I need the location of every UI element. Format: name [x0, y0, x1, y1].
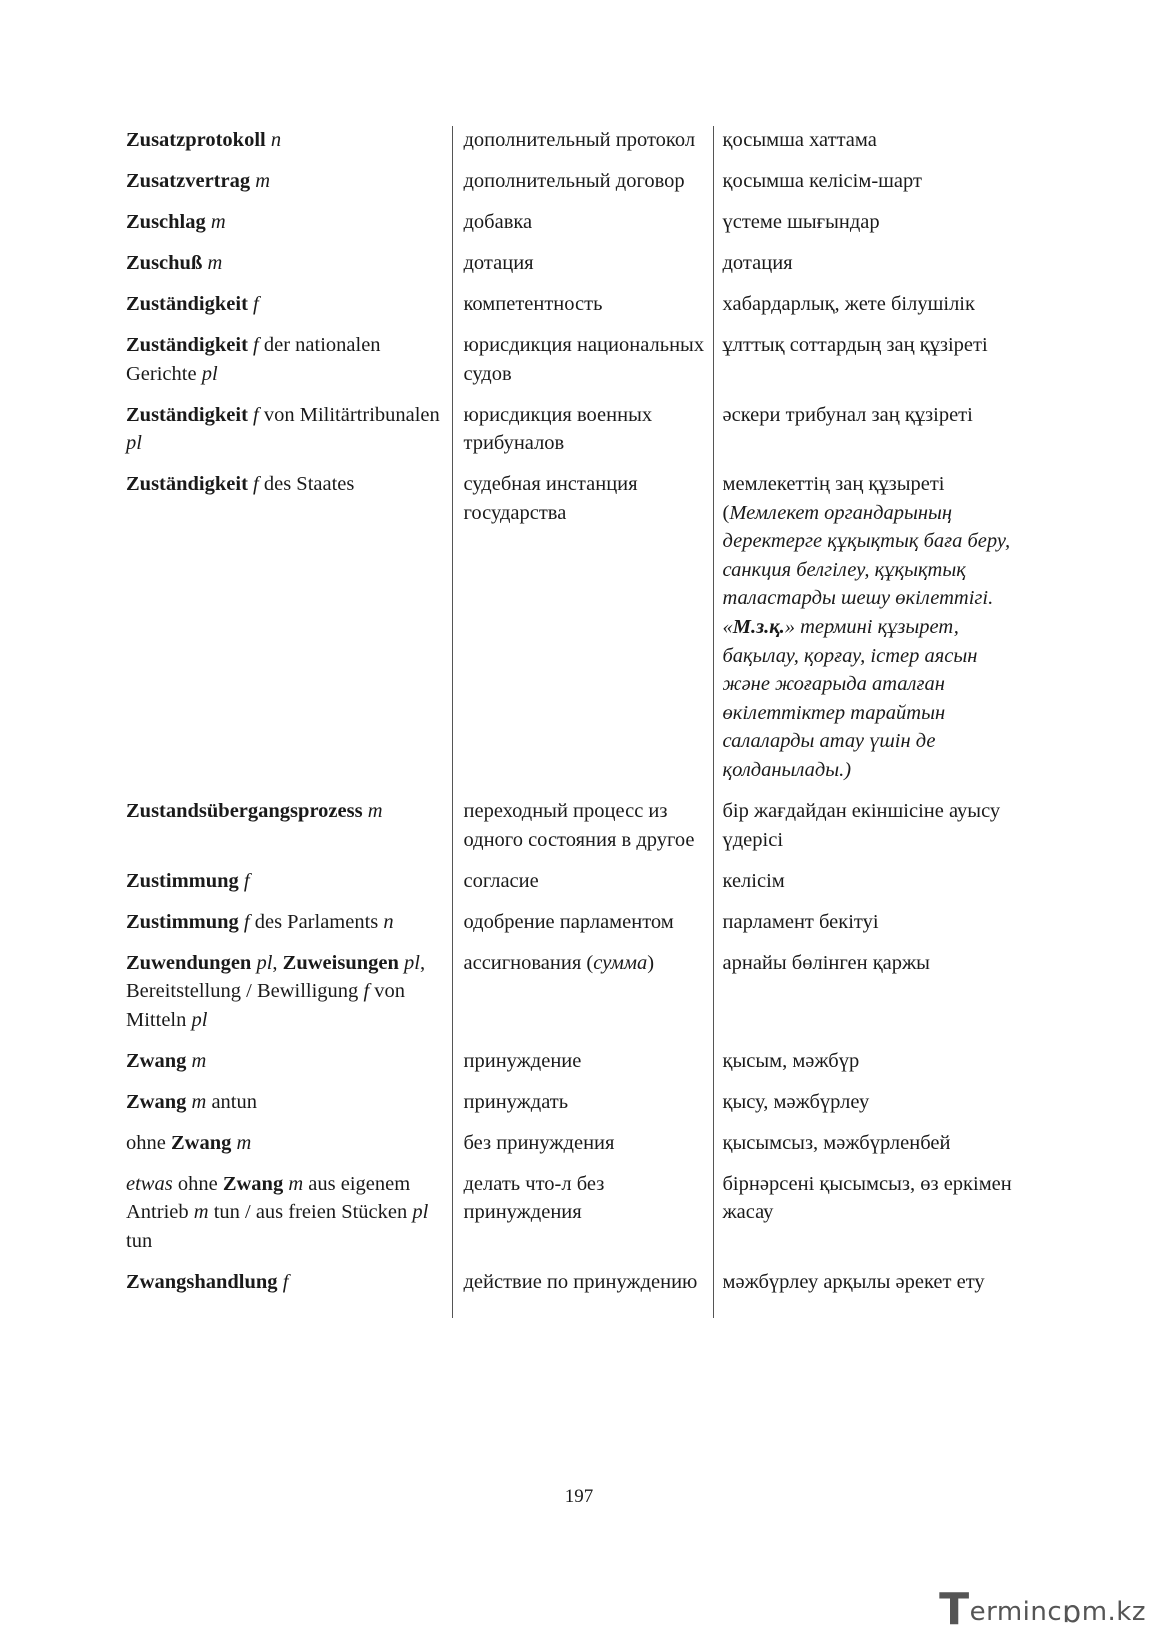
kazakh-translation — [713, 908, 1016, 949]
dictionary-table — [126, 126, 1016, 1318]
kazakh-translation — [713, 867, 1016, 908]
german-term — [126, 797, 452, 867]
kazakh-translation — [713, 1088, 1016, 1129]
russian-translation-text: переходный процесс из одного состояния в другое — [463, 800, 695, 851]
german-term-text: f — [363, 980, 370, 1003]
german-term-text: Zwang — [222, 1172, 284, 1195]
russian-translation-text: делать что-л без принуждения — [463, 1172, 605, 1224]
russian-translation-text: ) — [647, 951, 655, 974]
dictionary-row — [126, 1170, 1016, 1268]
kazakh-translation-text: қысымсыз, мәжбүрленбей — [722, 1131, 951, 1154]
german-term-text: n — [383, 910, 394, 933]
kazakh-translation-text: келісім — [722, 869, 785, 892]
russian-translation — [452, 1047, 713, 1088]
russian-translation-text: добавка — [463, 210, 533, 233]
kazakh-translation — [713, 1047, 1016, 1088]
dictionary-row — [126, 1129, 1016, 1170]
german-term-text: ohne — [126, 1131, 171, 1154]
kazakh-translation-text: мемлекеттің заң құзыреті ( — [722, 473, 945, 524]
kazakh-translation-text: қосымша хаттама — [722, 129, 877, 151]
german-term-text: Zustandsübergangsprozess — [126, 800, 363, 822]
russian-translation-text: сумма — [593, 951, 648, 974]
russian-translation — [452, 1129, 713, 1170]
german-term-text: pl — [201, 362, 218, 385]
kazakh-translation-text: ұлттық соттардың заң құзіреті — [722, 333, 988, 356]
german-term-text: Zuständigkeit — [126, 473, 248, 496]
kazakh-translation-text: арнайы бөлінген қаржы — [722, 951, 930, 974]
german-term — [126, 1129, 452, 1170]
russian-translation — [452, 1268, 713, 1319]
dictionary-row — [126, 1088, 1016, 1129]
russian-translation — [452, 167, 713, 208]
kazakh-translation-text: қосымша келісім-шарт — [722, 169, 922, 192]
german-term-text: m — [210, 210, 226, 233]
german-term-text: m — [236, 1131, 252, 1154]
kazakh-translation-text: дотация — [722, 251, 793, 274]
kazakh-translation-text: бірнәрсені қысымсыз, өз еркімен жасау — [722, 1172, 1012, 1224]
russian-translation-text: дополнительный протокол — [463, 129, 696, 151]
russian-translation — [452, 797, 713, 867]
german-term — [126, 867, 452, 908]
kazakh-translation — [713, 249, 1016, 290]
german-term-text: Zuständigkeit — [126, 292, 248, 315]
german-term — [126, 401, 452, 471]
kazakh-translation-text: Мемлекет органдарының деректерге құқықтық баға беру, санкция белгілеу, құқықтық таластарды шешу өкілеттігі. « — [722, 501, 1011, 639]
german-term-text: Zwangshandlung — [126, 1270, 278, 1293]
german-term-text: etwas — [126, 1172, 173, 1195]
page-number: 197 — [564, 1486, 594, 1507]
german-term-text: Zusatzvertrag — [126, 169, 251, 192]
german-term-text: f — [253, 292, 259, 315]
german-term-text: tun / aus freien Stücken — [208, 1201, 413, 1224]
german-term — [126, 249, 452, 290]
russian-translation-text: дотация — [463, 251, 534, 274]
dictionary-row — [126, 208, 1016, 249]
kazakh-translation — [713, 208, 1016, 249]
russian-translation — [452, 208, 713, 249]
german-term-text: Zuschlag — [126, 210, 206, 233]
magnifier-icon: ɒ — [1062, 1595, 1082, 1630]
german-term — [126, 167, 452, 208]
kazakh-translation-text: хабардарлық, жете білушілік — [722, 292, 975, 315]
german-term-text: f — [243, 869, 250, 892]
german-term-text: von Mitteln — [126, 980, 406, 1031]
kazakh-translation — [713, 1129, 1016, 1170]
german-term — [126, 908, 452, 949]
dictionary-row — [126, 908, 1016, 949]
kazakh-translation — [713, 1268, 1016, 1319]
russian-translation-text: без принуждения — [463, 1131, 615, 1154]
kazakh-translation-text: қысым, мәжбүр — [722, 1049, 860, 1072]
kazakh-translation-text: үстеме шығындар — [722, 210, 880, 233]
russian-translation-text: компетентность — [463, 292, 603, 315]
german-term-text: ohne — [172, 1172, 223, 1195]
dictionary-row — [126, 949, 1016, 1047]
german-term-text: pl — [256, 951, 273, 974]
german-term-text: des Parlaments — [249, 910, 384, 933]
russian-translation-text: принуждать — [463, 1090, 569, 1113]
german-term-text: m — [367, 800, 383, 822]
russian-translation — [452, 126, 713, 167]
dictionary-row — [126, 167, 1016, 208]
german-term-text: n — [270, 129, 282, 151]
german-term-text: tun — [126, 1229, 153, 1252]
dictionary-body — [126, 126, 1016, 1318]
russian-translation — [452, 249, 713, 290]
russian-translation-text: согласие — [463, 869, 539, 892]
dictionary-row — [126, 1047, 1016, 1088]
german-term-text: Zwang — [126, 1090, 187, 1113]
kazakh-translation — [713, 401, 1016, 471]
russian-translation — [452, 290, 713, 331]
kazakh-translation — [713, 167, 1016, 208]
kazakh-translation-text: М.з.қ. — [732, 616, 785, 639]
german-term-text: f — [253, 403, 259, 426]
kazakh-translation — [713, 290, 1016, 331]
kazakh-translation-text: бір жағдайдан екіншісіне ауысу үдерісі — [722, 800, 1001, 851]
german-term-text: der nationalen Gerichte — [126, 333, 381, 385]
russian-translation — [452, 470, 713, 797]
kazakh-translation-text: әскери трибунал заң құзіреті — [722, 403, 973, 426]
russian-translation-text: дополнительный договор — [463, 169, 685, 192]
german-term — [126, 1170, 452, 1268]
dictionary-row — [126, 126, 1016, 167]
kazakh-translation — [713, 1170, 1016, 1268]
russian-translation — [452, 908, 713, 949]
russian-translation — [452, 1088, 713, 1129]
german-term-text: Zuschuß — [126, 251, 203, 274]
german-term-text: f — [243, 910, 250, 933]
dictionary-row — [126, 290, 1016, 331]
kazakh-translation — [713, 470, 1016, 797]
german-term — [126, 1088, 452, 1129]
dictionary-row — [126, 401, 1016, 471]
dictionary-row — [126, 867, 1016, 908]
german-term-text: des Staates — [258, 473, 355, 496]
german-term-text: f — [253, 473, 259, 496]
kazakh-translation — [713, 331, 1016, 401]
german-term-text: pl — [126, 432, 142, 455]
german-term — [126, 208, 452, 249]
german-term-text: Zuständigkeit — [126, 333, 248, 356]
german-term-text: von Militärtribunalen — [258, 403, 440, 426]
russian-translation-text: судебная инстанция государства — [463, 473, 638, 524]
russian-translation-text: юрисдикция национальных судов — [463, 333, 705, 385]
german-term-text: m — [193, 1201, 209, 1224]
german-term-text: Zuständigkeit — [126, 403, 248, 426]
german-term-text: Zustimmung — [126, 910, 239, 933]
german-term — [126, 290, 452, 331]
german-term-text: Zusatzprotokoll — [126, 129, 266, 151]
german-term-text: m — [255, 169, 271, 192]
dictionary-row — [126, 249, 1016, 290]
german-term — [126, 949, 452, 1047]
kazakh-translation-text: » термині құзырет, бақылау, қорғау, істер аясын және жоғарыда аталған өкілеттіктер тарайтын салаларды атау үшін де қолданылады.) — [722, 616, 978, 782]
german-term-text: Zustimmung — [126, 869, 239, 892]
russian-translation — [452, 331, 713, 401]
german-term-text: , — [272, 951, 283, 974]
german-term — [126, 1268, 452, 1319]
german-term-text: f — [282, 1270, 289, 1293]
german-term — [126, 126, 452, 167]
german-term-text: Zwang — [170, 1131, 232, 1154]
russian-translation-text: одобрение парламентом — [463, 910, 674, 933]
russian-translation-text: юрисдикция военных трибуналов — [463, 403, 653, 455]
russian-translation-text: действие по принуждению — [463, 1270, 698, 1293]
kazakh-translation — [713, 126, 1016, 167]
german-term-text: Zuweisungen — [282, 951, 399, 974]
dictionary-row — [126, 470, 1016, 797]
dictionary-row — [126, 1268, 1016, 1319]
german-term-text: aus eigenem Antrieb — [126, 1172, 411, 1224]
german-term-text: antun — [206, 1090, 257, 1113]
russian-translation-text: принуждение — [463, 1049, 582, 1072]
german-term — [126, 331, 452, 401]
german-term-text: Zuwendungen — [126, 951, 252, 974]
kazakh-translation-text: мәжбүрлеу арқылы әрекет ету — [722, 1270, 985, 1293]
kazakh-translation-text: қысу, мәжбүрлеу — [722, 1090, 870, 1113]
russian-translation — [452, 867, 713, 908]
russian-translation — [452, 401, 713, 471]
german-term-text: pl — [191, 1008, 208, 1031]
german-term-text: Zwang — [126, 1049, 187, 1072]
kazakh-translation-text: парламент бекітуі — [722, 910, 879, 933]
german-term-text: m — [191, 1090, 207, 1113]
german-term — [126, 470, 452, 797]
german-term-text: m — [191, 1049, 207, 1072]
german-term-text: f — [253, 333, 259, 356]
german-term-text: pl — [404, 951, 420, 974]
german-term-text: , Bereitstellung / Bewilligung — [126, 951, 426, 1003]
german-term — [126, 1047, 452, 1088]
dictionary-row — [126, 331, 1016, 401]
kazakh-translation — [713, 949, 1016, 1047]
german-term-text: m — [288, 1172, 304, 1195]
german-term-text: m — [207, 251, 223, 274]
german-term-text: pl — [412, 1201, 429, 1224]
russian-translation — [452, 949, 713, 1047]
russian-translation — [452, 1170, 713, 1268]
kazakh-translation — [713, 797, 1016, 867]
russian-translation-text: ассигнования ( — [463, 951, 594, 974]
termincom-watermark-logo: Termincɒm.kz — [939, 1584, 1146, 1635]
dictionary-row — [126, 797, 1016, 867]
